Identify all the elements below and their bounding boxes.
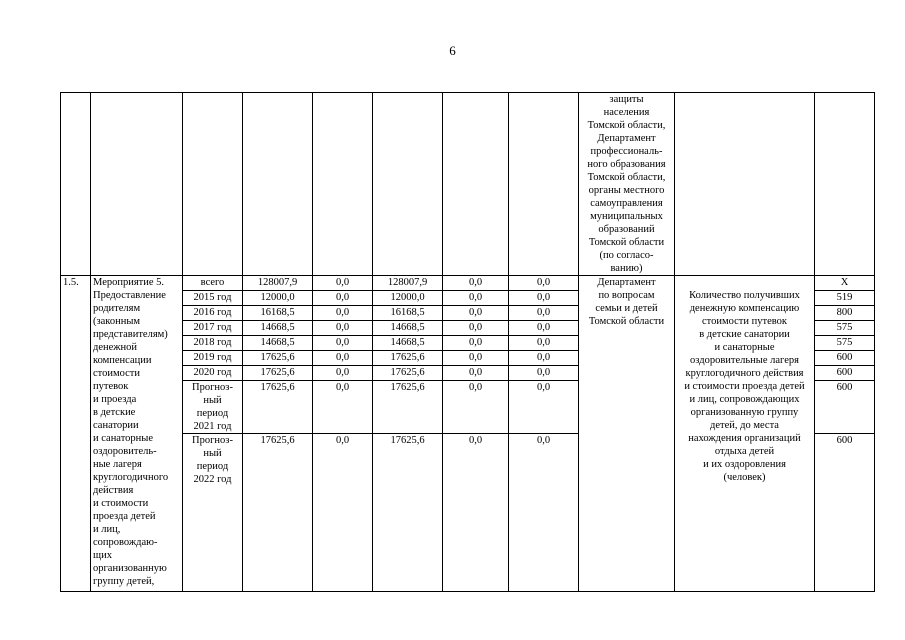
text-line: сопровождаю- [93,537,158,548]
local-value: 0,0 [443,291,509,306]
text-line: Количество получивших [689,290,800,301]
total-value: 17625,6 [243,381,313,434]
text-line: санатории [93,420,139,431]
indicator-value: 600 [815,351,875,366]
responsible-executor [579,276,675,592]
text-line: семьи и детей [595,303,658,314]
page-number: 6 [449,43,456,58]
local-value: 0,0 [443,276,509,291]
text-line: Предоставление [93,290,166,301]
text-line: и лиц, сопровождающих [689,394,800,405]
local-value: 0,0 [443,351,509,366]
text-line: организованную [93,563,167,574]
total-value: 12000,0 [243,291,313,306]
total-value: 17625,6 [243,351,313,366]
text-line: и стоимости проезда детей [684,381,805,392]
text-line: стоимости [93,368,141,379]
federal-value: 0,0 [313,291,373,306]
indicator-value: 800 [815,306,875,321]
period-label: 2017 год [183,321,243,336]
text-line: ные лагеря [93,459,142,470]
total-value: 14668,5 [243,321,313,336]
text-line: группу детей, [93,576,155,587]
indicator-value: 575 [815,321,875,336]
federal-value: 0,0 [313,381,373,434]
period-label: всего [183,276,243,291]
cell-indicator-empty [675,93,815,276]
regional-value: 17625,6 [373,366,443,381]
text-line: денежную компенсацию [689,303,800,314]
indicator-value: X [815,276,875,291]
cell-local-empty [443,93,509,276]
regional-value: 14668,5 [373,321,443,336]
regional-value: 16168,5 [373,306,443,321]
cell-regional-empty [373,93,443,276]
period-label: 2018 год [183,336,243,351]
text-line: Прогноз- [192,382,233,393]
text-line: щих [93,550,112,561]
regional-value: 12000,0 [373,291,443,306]
text-line: в детские санатории [699,329,790,340]
text-line: 2021 год [193,421,232,432]
period-label [183,381,243,434]
text-line: профессиональ- [590,146,663,157]
federal-value: 0,0 [313,306,373,321]
local-value: 0,0 [443,381,509,434]
text-line: и стоимости [93,498,149,509]
text-line: действия [93,485,134,496]
cell-total-empty [243,93,313,276]
text-line: и лиц, [93,524,121,535]
text-line: проезда детей [93,511,156,522]
text-line: стоимости путевок [702,316,787,327]
total-value: 14668,5 [243,336,313,351]
text-line: и санаторные [93,433,153,444]
indicator-name [675,276,815,592]
table-row [61,276,875,291]
text-line: Томской области [588,237,665,248]
text-line: и их оздоровления [703,459,786,470]
text-line: Департамент [597,133,656,144]
indicator-value: 519 [815,291,875,306]
text-line: органы местного [588,185,665,196]
regional-value: 128007,9 [373,276,443,291]
text-line: Департамент [597,277,656,288]
text-line: 2022 год [193,474,232,485]
text-line: Томской области, [587,172,666,183]
text-line: организованную группу [690,407,799,418]
indicator-value: 600 [815,366,875,381]
regional-value: 17625,6 [373,434,443,592]
regional-value: 17625,6 [373,351,443,366]
row-number: 1.5. [61,276,91,592]
text-line: круглогодичного [93,472,169,483]
other-value: 0,0 [509,336,579,351]
period-label: 2016 год [183,306,243,321]
text-line: и проезда [93,394,137,405]
cell-federal-empty [313,93,373,276]
text-line: населения [603,107,650,118]
local-value: 0,0 [443,366,509,381]
text-line: представителям) [93,329,168,340]
federal-value: 0,0 [313,321,373,336]
text-line: круглогодичного действия [685,368,804,379]
measure-name [91,276,183,592]
period-label: 2019 год [183,351,243,366]
text-line: образований [598,224,655,235]
total-value: 128007,9 [243,276,313,291]
other-value: 0,0 [509,434,579,592]
text-line: (законным [93,316,141,327]
indicator-value: 600 [815,381,875,434]
regional-value: 14668,5 [373,336,443,351]
indicator-value: 600 [815,434,875,592]
other-value: 0,0 [509,351,579,366]
other-value: 0,0 [509,321,579,336]
text-line: компенсации [93,355,152,366]
local-value: 0,0 [443,306,509,321]
text-line: Томской области [588,316,665,327]
local-value: 0,0 [443,321,509,336]
federal-value: 0,0 [313,336,373,351]
text-line: защиты [609,94,644,105]
text-line: ванию) [610,263,643,274]
other-value: 0,0 [509,366,579,381]
federal-value: 0,0 [313,366,373,381]
text-line: период [196,408,229,419]
text-line: период [196,461,229,472]
text-line: и санаторные [714,342,775,353]
period-label: 2020 год [183,366,243,381]
text-line: денежной [93,342,138,353]
text-line: (человек) [723,472,766,483]
cell-name-empty [91,93,183,276]
responsible-text [581,93,672,275]
table-row-continuation [61,93,875,276]
period-label: 2015 год [183,291,243,306]
text-line: ного образования [587,159,666,170]
text-line: ный [203,448,222,459]
cell-period-empty [183,93,243,276]
text-line: нахождения организаций [688,433,801,444]
other-value: 0,0 [509,306,579,321]
cell-number-empty [61,93,91,276]
other-value: 0,0 [509,276,579,291]
text-line: (по согласо- [599,250,654,261]
text-line: оздоровитель- [93,446,157,457]
text-line: детей, до места [710,420,779,431]
program-table [60,92,875,592]
regional-value: 17625,6 [373,381,443,434]
text-line: путевок [93,381,129,392]
federal-value: 0,0 [313,276,373,291]
text-line: самоуправления [590,198,663,209]
cell-other-empty [509,93,579,276]
cell-responsible-continued [579,93,675,276]
other-value: 0,0 [509,381,579,434]
text-line: муниципальных [590,211,663,222]
total-value: 17625,6 [243,366,313,381]
local-value: 0,0 [443,336,509,351]
total-value: 17625,6 [243,434,313,592]
federal-value: 0,0 [313,434,373,592]
text-line: родителям [93,303,141,314]
local-value: 0,0 [443,434,509,592]
total-value: 16168,5 [243,306,313,321]
period-label [183,434,243,592]
text-line: в детские [93,407,136,418]
indicator-value: 575 [815,336,875,351]
text-line: по вопросам [598,290,655,301]
text-line: Томской области, [587,120,666,131]
other-value: 0,0 [509,291,579,306]
text-line: отдыха детей [714,446,775,457]
cell-value-empty [815,93,875,276]
text-line: оздоровительные лагеря [690,355,799,366]
text-line: Мероприятие 5. [93,277,165,288]
text-line: Прогноз- [192,435,233,446]
federal-value: 0,0 [313,351,373,366]
text-line: ный [203,395,222,406]
